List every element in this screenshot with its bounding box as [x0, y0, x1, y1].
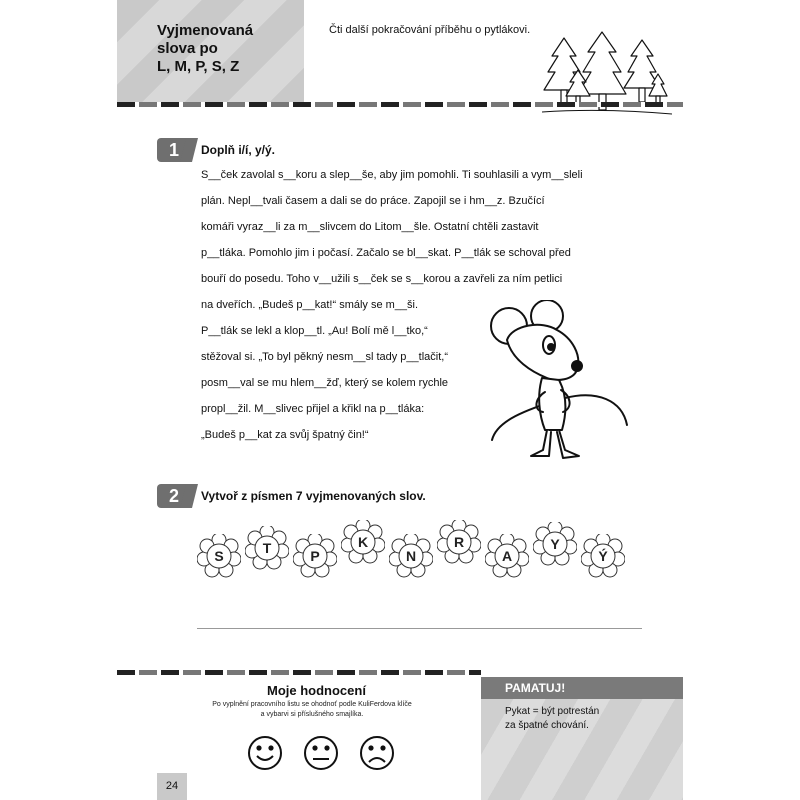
mouse-illustration	[487, 300, 637, 465]
forest-illustration	[542, 30, 672, 130]
flower-letter: Ý	[598, 548, 608, 564]
neutral-smiley-icon[interactable]	[305, 737, 337, 769]
story-line: propl__žil. M__slivec přijel a křikl na p__tláka:	[201, 403, 425, 415]
story-line: plán. Nepl__tvali časem a dali se do práce. Zapojil se i hm__z. Bzučící	[201, 195, 545, 207]
flower-letter: P	[310, 548, 320, 564]
flower-letter: Y	[550, 536, 560, 552]
letter-flower	[437, 520, 481, 564]
letter-flower	[197, 534, 241, 578]
story-line: na dveřích. „Budeš p__kat!“ smály se m__ši.	[201, 299, 419, 311]
letter-flower	[533, 522, 577, 566]
letter-flower	[341, 520, 385, 564]
flower-letter: N	[405, 548, 417, 564]
flower-letter: R	[453, 534, 465, 550]
smiley-scale	[245, 733, 405, 773]
header-divider	[117, 102, 683, 107]
letter-flowers	[191, 518, 631, 588]
header-title-box	[117, 0, 304, 103]
story-line: bouří do posedu. Toho v__užili s__ček se s__korou a zavřeli za ním petlici	[201, 273, 563, 285]
flower-letter: T	[262, 540, 272, 556]
task-1-badge: 1	[157, 138, 189, 162]
page-number: 24	[157, 773, 187, 800]
remember-line: za špatné chování.	[505, 720, 589, 731]
answer-line[interactable]	[197, 628, 642, 629]
story-line: komáři vyraz__li za m__slivcem do Litom__šle. Ostatní chtěli zastavit	[201, 221, 539, 233]
sad-smiley-icon[interactable]	[361, 737, 393, 769]
task-1-heading: Doplň i/í, y/ý.	[201, 143, 276, 157]
letter-flower	[293, 534, 337, 578]
title-line: Vyjmenovaná	[157, 22, 254, 39]
story-line: posm__val se mu hlem__žď, který se kolem rychle	[201, 377, 449, 389]
story-line: p__tláka. Pomohlo jim i počasí. Začalo se bl__skat. P__tlák se schoval před	[201, 247, 571, 259]
instruction-line: Po vyplnění pracovního listu se ohodnoť podle KuliFerdova klíče	[212, 701, 412, 708]
title-line: slova po	[157, 40, 218, 57]
story-line: P__tlák se lekl a klop__tl. „Au! Bolí mě l__tko,“	[201, 325, 428, 337]
flower-letter: A	[501, 548, 513, 564]
letter-flower	[581, 534, 625, 578]
remember-line: Pykat = být potrestán	[505, 706, 600, 717]
flower-letter: S	[214, 548, 224, 564]
remember-box-title: PAMATUJ!	[481, 677, 683, 699]
footer-divider	[117, 670, 481, 675]
task-2-badge: 2	[157, 484, 189, 508]
instruction-line: a vybarvi si příslušného smajlíka.	[260, 711, 364, 718]
letter-flower	[389, 534, 433, 578]
page-title	[157, 22, 297, 76]
worksheet-page	[117, 0, 683, 800]
title-line: L, M, P, S, Z	[157, 58, 240, 75]
story-line: S__ček zavolal s__koru a slep__še, aby jim pomohli. Ti souhlasili a vym__sleli	[201, 169, 583, 181]
self-assessment-instructions	[202, 700, 422, 720]
story-line: „Budeš p__kat za svůj špatný čin!“	[201, 429, 369, 441]
happy-smiley-icon[interactable]	[249, 737, 281, 769]
intro-text: Čti další pokračování příběhu o pytlákovi.	[329, 24, 531, 36]
story-line: stěžoval si. „To byl pěkný nesm__sl tady p__tlačit,“	[201, 351, 449, 363]
task-2-heading: Vytvoř z písmen 7 vyjmenovaných slov.	[201, 489, 426, 503]
letter-flower	[245, 526, 289, 570]
self-assessment-title: Moje hodnocení	[267, 683, 366, 698]
remember-text	[505, 705, 599, 733]
letter-flower	[485, 534, 529, 578]
remember-box	[481, 699, 683, 800]
flower-letter: K	[357, 534, 369, 550]
